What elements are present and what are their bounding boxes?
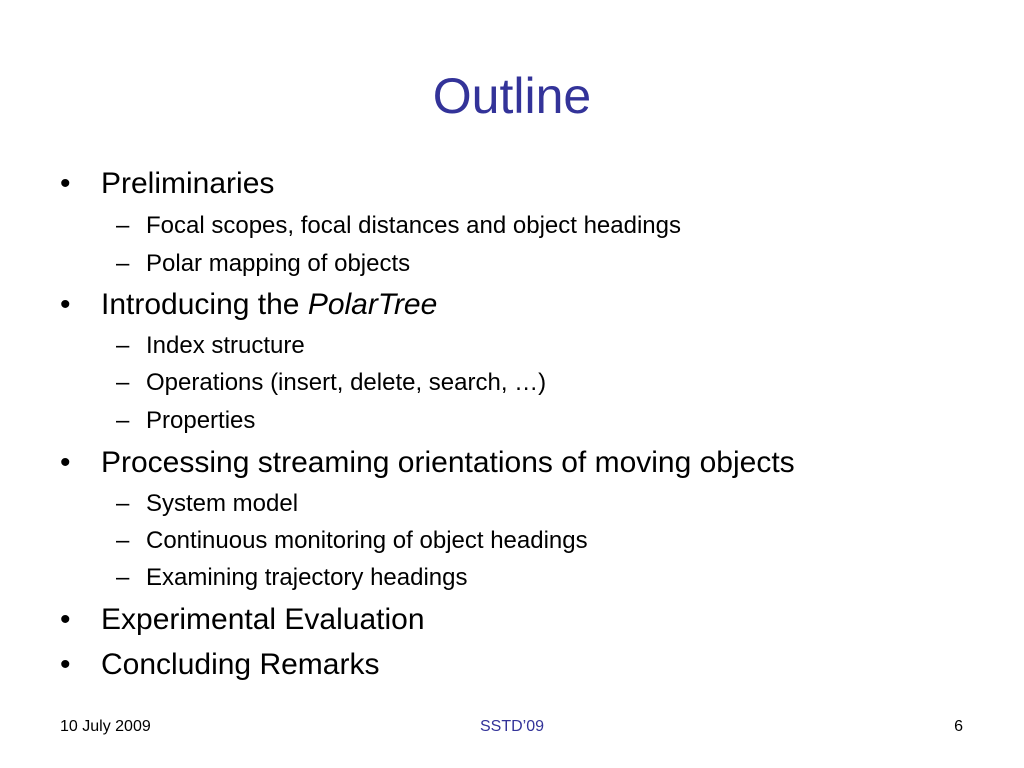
bullet-marker: • [60,446,71,479]
bullet-item [60,166,274,202]
footer-page-number: 6 [954,718,963,735]
sub-bullet-item [116,407,255,435]
sub-bullet-item [116,212,681,240]
sub-bullet-text: Polar mapping of objects [146,250,411,277]
sub-bullet-text: Continuous monitoring of object headings [146,527,588,554]
bullet-text: Processing streaming orientations of moving objects [101,446,795,479]
sub-bullet-item [116,527,588,555]
dash-marker: – [116,527,130,554]
dash-marker: – [116,212,130,239]
dash-marker: – [116,490,130,517]
sub-bullet-text: Index structure [146,332,305,359]
dash-marker: – [116,332,130,359]
bullet-item [60,445,795,481]
bullet-text: Concluding Remarks [101,648,380,681]
sub-bullet-item [116,490,298,518]
sub-bullet-text: Properties [146,407,256,434]
slide-title: Outline [432,68,592,124]
bullet-marker: • [60,167,71,200]
bullet-text: Introducing the [101,288,308,321]
bullet-item [60,647,379,683]
bullet-text: Experimental Evaluation [101,603,425,636]
sub-bullet-text: Examining trajectory headings [146,564,468,591]
footer-conference: SSTD’09 [479,718,545,735]
sub-bullet-item [116,250,410,278]
footer-date: 10 July 2009 [60,718,151,735]
bullet-item [60,287,437,323]
bullet-marker: • [60,603,71,636]
sub-bullet-text: Operations (insert, delete, search, …) [146,369,547,396]
dash-marker: – [116,407,130,434]
dash-marker: – [116,250,130,277]
bullet-marker: • [60,648,71,681]
bullet-emphasis: PolarTree [307,288,438,321]
bullet-marker: • [60,288,71,321]
bullet-text: Preliminaries [101,167,275,200]
sub-bullet-text: System model [146,490,299,517]
dash-marker: – [116,564,130,591]
sub-bullet-item [116,564,468,592]
sub-bullet-item [116,332,305,360]
sub-bullet-item [116,369,546,397]
dash-marker: – [116,369,130,396]
sub-bullet-text: Focal scopes, focal distances and object headings [146,212,681,239]
bullet-item [60,602,425,638]
